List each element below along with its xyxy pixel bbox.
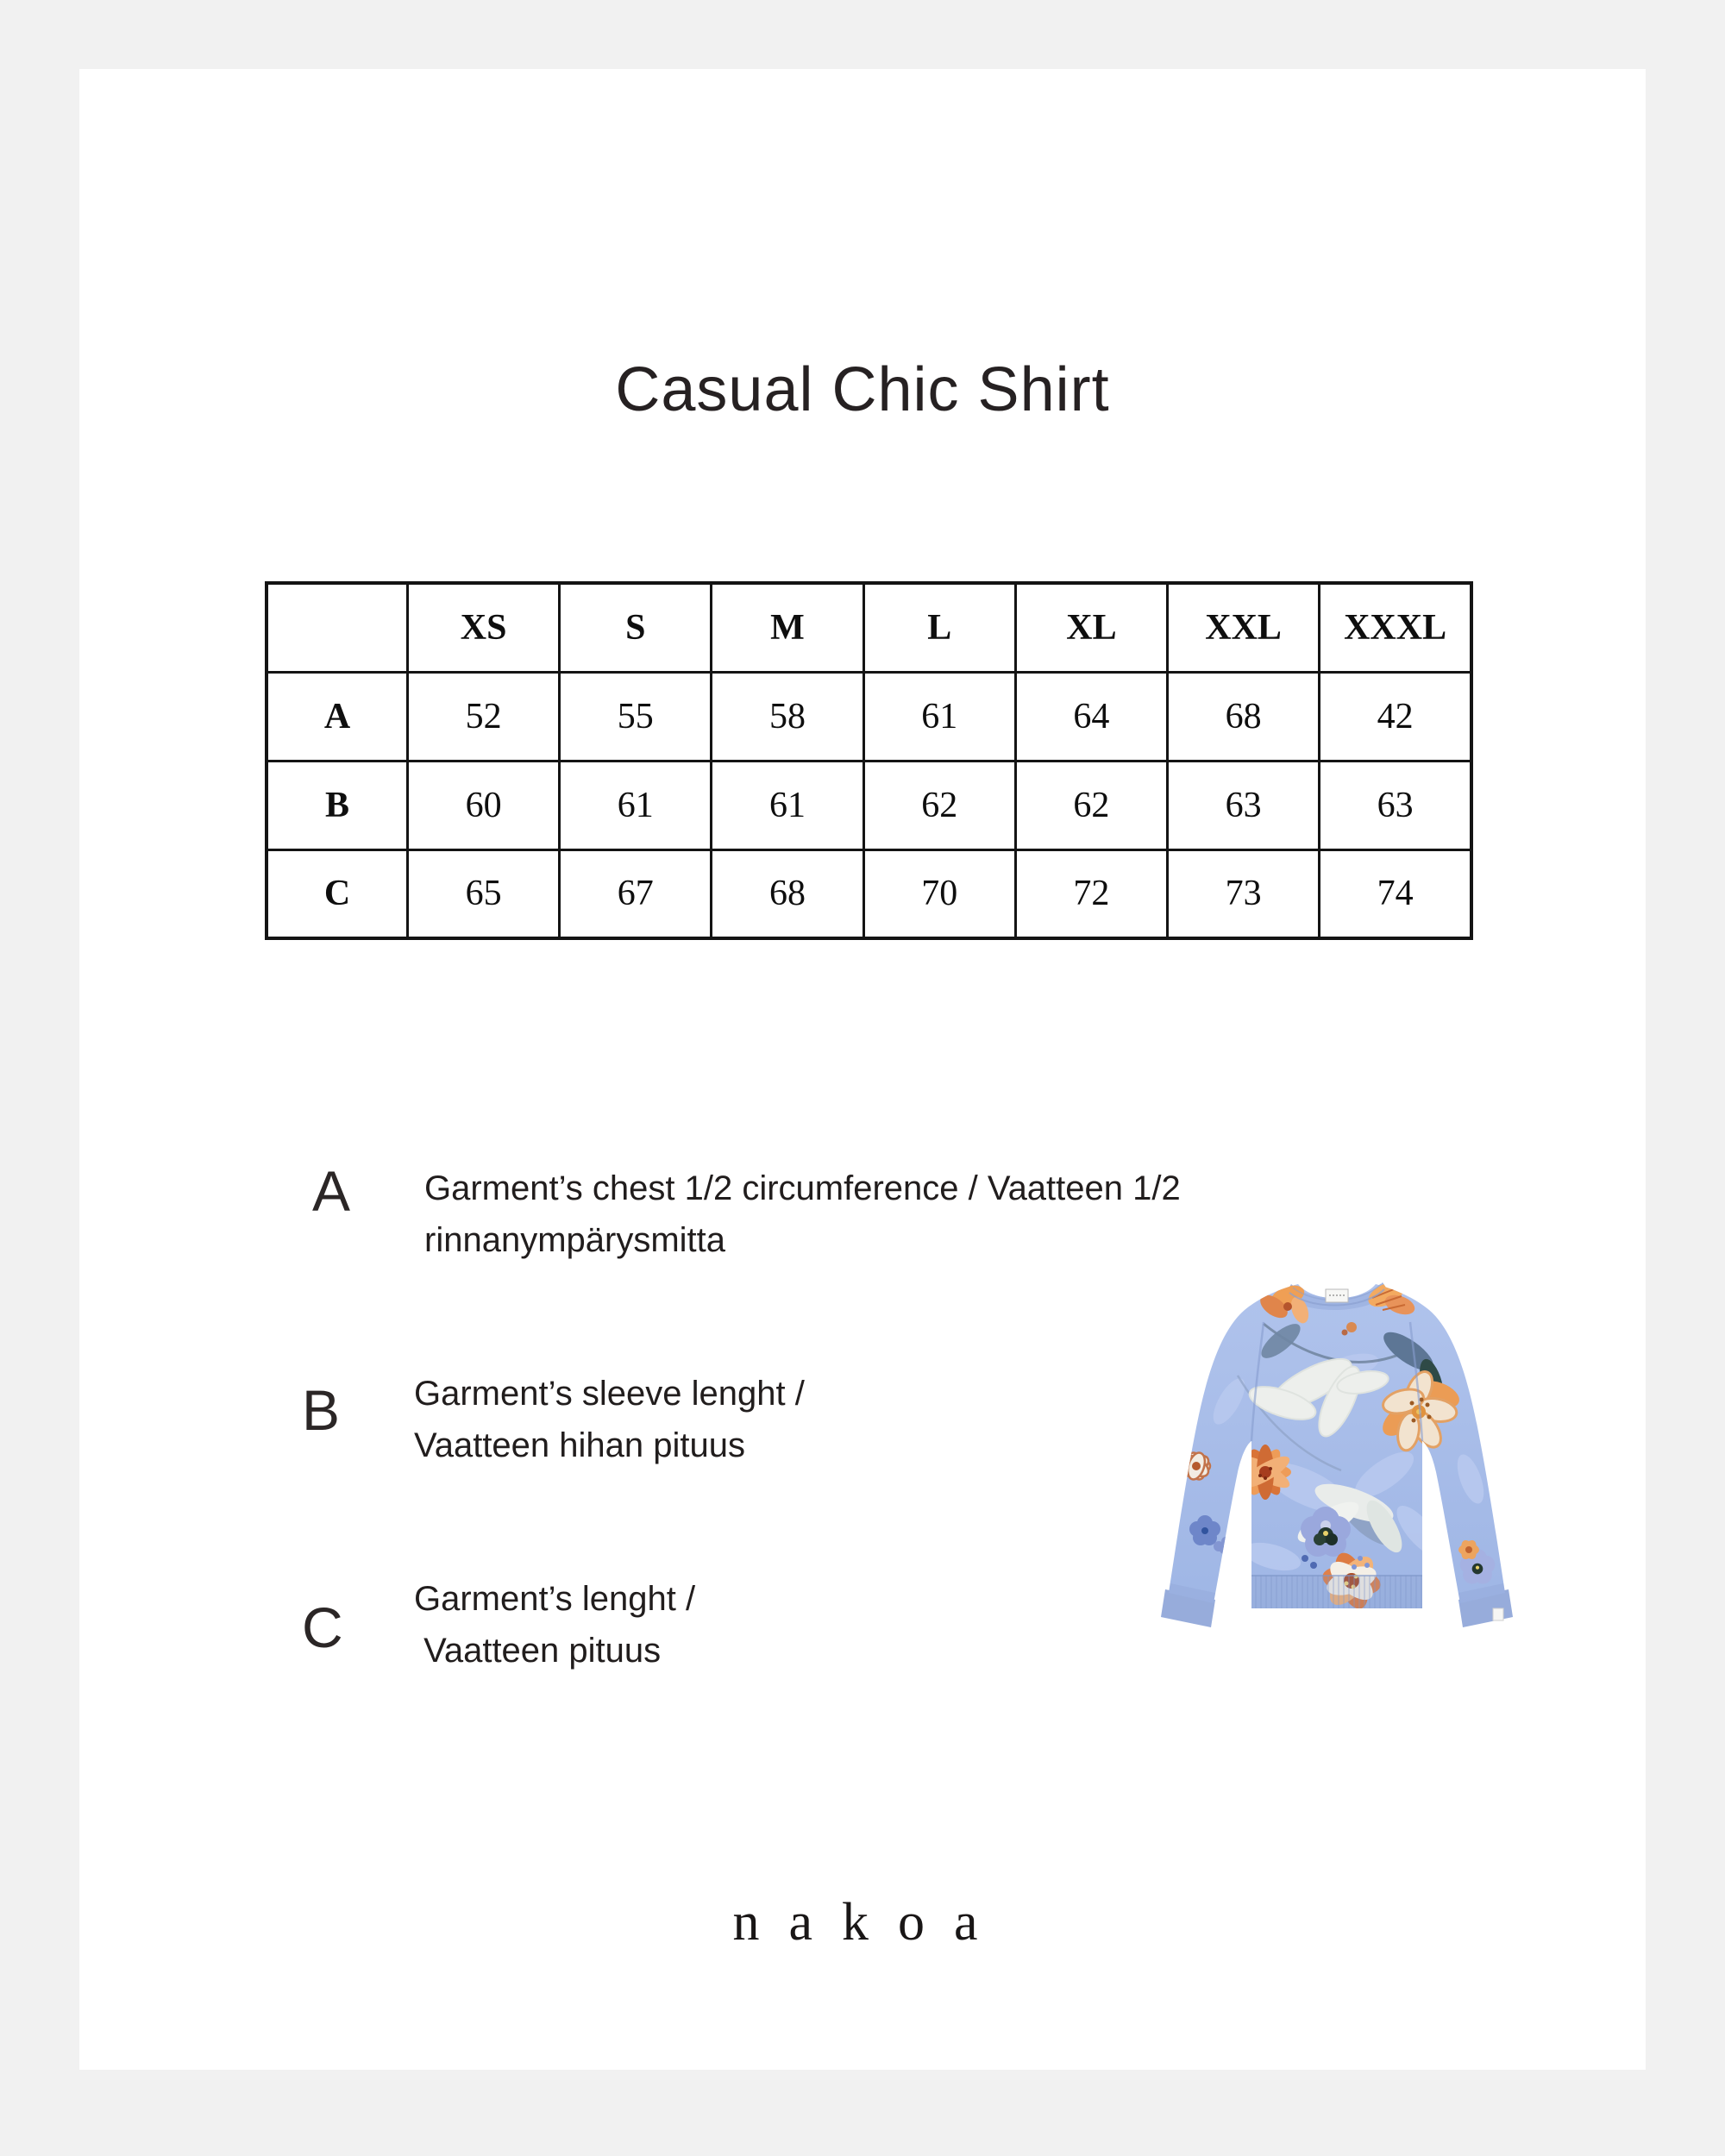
measure-row-label: C xyxy=(267,849,408,938)
measurement-value: 61 xyxy=(712,761,863,849)
legend-description xyxy=(424,1163,1181,1266)
size-column-header: XL xyxy=(1015,583,1167,672)
measurement-value: 68 xyxy=(1168,672,1320,761)
measurement-value: 62 xyxy=(1015,761,1167,849)
measure-row-label: A xyxy=(267,672,408,761)
measurement-value: 60 xyxy=(408,761,560,849)
size-chart-sheet xyxy=(79,69,1646,2070)
measure-row xyxy=(267,849,1471,938)
legend-description-line: Garment’s lenght / xyxy=(414,1580,696,1618)
brand-logo: nakoa xyxy=(732,1893,1007,1952)
measurement-value: 58 xyxy=(712,672,863,761)
neck-label xyxy=(1326,1289,1348,1302)
legend-description xyxy=(414,1573,695,1677)
size-column-header: XS xyxy=(408,583,560,672)
legend-description-line: Garment’s chest 1/2 circumference / Vaatteen 1/2 xyxy=(424,1169,1181,1207)
measure-row xyxy=(267,761,1471,849)
measurement-value: 62 xyxy=(863,761,1015,849)
measurement-value: 61 xyxy=(863,672,1015,761)
size-header-row xyxy=(267,583,1471,672)
size-column-header: M xyxy=(712,583,863,672)
legend-description-line: rinnanympärysmitta xyxy=(424,1221,726,1259)
cuff-tag xyxy=(1493,1608,1503,1620)
measurement-value: 65 xyxy=(408,849,560,938)
measurement-value: 70 xyxy=(863,849,1015,938)
measurement-value: 74 xyxy=(1320,849,1471,938)
measurement-value: 55 xyxy=(560,672,712,761)
measurement-value: 52 xyxy=(408,672,560,761)
legend-letter: B xyxy=(302,1378,341,1442)
size-column-header: XXXL xyxy=(1320,583,1471,672)
legend-description xyxy=(414,1368,805,1471)
legend-description-line: Vaatteen hihan pituus xyxy=(414,1426,746,1464)
measure-row-label: B xyxy=(267,761,408,849)
measurement-value: 67 xyxy=(560,849,712,938)
legend-description-line: Vaatteen pituus xyxy=(414,1632,662,1670)
legend-item xyxy=(302,1573,1181,1677)
legend-item xyxy=(302,1368,1181,1471)
corner-cell xyxy=(267,583,408,672)
product-photo xyxy=(1134,1272,1540,1630)
measurement-value: 64 xyxy=(1015,672,1167,761)
measurement-value: 63 xyxy=(1320,761,1471,849)
legend-description-line: Garment’s sleeve lenght / xyxy=(414,1375,805,1413)
measurement-value: 73 xyxy=(1168,849,1320,938)
measurement-value: 63 xyxy=(1168,761,1320,849)
legend-letter: A xyxy=(312,1159,351,1223)
size-column-header: S xyxy=(560,583,712,672)
product-title: Casual Chic Shirt xyxy=(615,355,1110,424)
measure-row xyxy=(267,672,1471,761)
size-column-header: XXL xyxy=(1168,583,1320,672)
measurement-legend xyxy=(302,1159,1181,1778)
size-table xyxy=(265,581,1473,940)
measurement-value: 72 xyxy=(1015,849,1167,938)
legend-item xyxy=(302,1159,1181,1266)
measurement-value: 61 xyxy=(560,761,712,849)
size-column-header: L xyxy=(863,583,1015,672)
measurement-value: 68 xyxy=(712,849,863,938)
measurement-value: 42 xyxy=(1320,672,1471,761)
legend-letter: C xyxy=(302,1595,343,1659)
floral-sweatshirt-illustration xyxy=(1134,1272,1540,1630)
